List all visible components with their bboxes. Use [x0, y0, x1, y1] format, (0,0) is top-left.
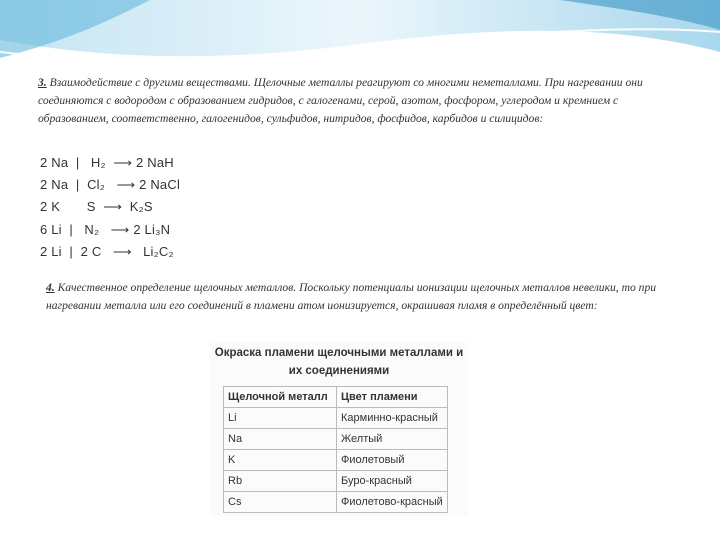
cell-color: Карминно-красный: [337, 408, 448, 429]
cell-color: Фиолетово-красный: [337, 492, 448, 513]
section-3-number: 3.: [38, 76, 47, 89]
cell-metal: Li: [224, 408, 337, 429]
section-4-paragraph: [46, 279, 686, 315]
equation-1: 2 Na | H₂ ⟶ 2 NaH: [40, 155, 174, 170]
cell-color: Фиолетовый: [337, 450, 448, 471]
cell-color: Желтый: [337, 429, 448, 450]
cell-metal: Na: [224, 429, 337, 450]
cell-metal: Rb: [224, 471, 337, 492]
table-title: Окраска пламени щелочными металлами и их соединениями: [214, 347, 464, 377]
table-row: [224, 450, 448, 471]
cell-metal: Cs: [224, 492, 337, 513]
table-row: [224, 408, 448, 429]
equation-4: 6 Li | N₂ ⟶ 2 Li₃N: [40, 222, 171, 237]
table-row: [224, 429, 448, 450]
equation-2: 2 Na | Cl₂ ⟶ 2 NaCl: [40, 177, 181, 192]
cell-color: Буро-красный: [337, 471, 448, 492]
flame-color-table: [223, 386, 448, 513]
header-flame-color: Цвет пламени: [337, 387, 448, 408]
table-header-row: [224, 387, 448, 408]
section-3-text: Взаимодействие с другими веществами. Щелочные металлы реагируют со многими неметаллами. При нагревании они соединяются с водородом с образованием гидридов, с галогенами, серой, азотом, фосфором, углеродом и кремнием с образованием, соответственно, галогенидов, сульфидов, нитридов, фосфидов, карбидов и силицидов:: [38, 76, 643, 125]
header-metal: Щелочной металл: [224, 387, 337, 408]
section-3-paragraph: [38, 74, 688, 128]
section-4-text: Качественное определение щелочных металлов. Поскольку потенциалы ионизации щелочных металлов невелики, то при нагревании металла или его соединений в пламени атом ионизируется, окрашивая пламя в определённый цвет:: [46, 281, 657, 312]
section-4-number: 4.: [46, 281, 55, 294]
equation-5: 2 Li | 2 C ⟶ Li₂C₂: [40, 244, 174, 259]
equation-3: 2 K S ⟶ K₂S: [40, 199, 153, 214]
table-row: [224, 492, 448, 513]
table-row: [224, 471, 448, 492]
cell-metal: K: [224, 450, 337, 471]
